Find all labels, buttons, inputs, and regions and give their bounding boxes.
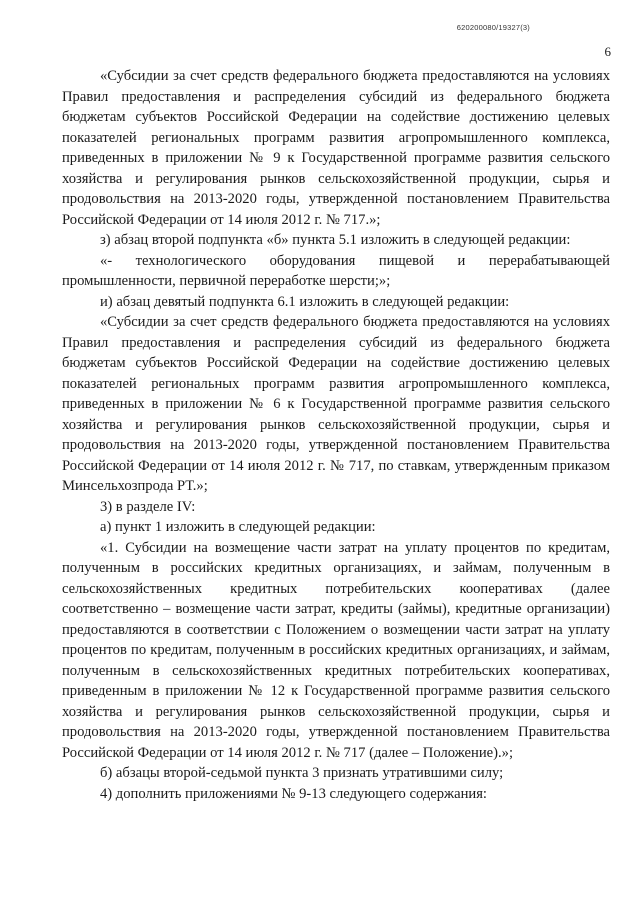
paragraph: б) абзацы второй-седьмой пункта 3 признать утратившими силу; (100, 765, 504, 781)
paragraph: 3) в разделе IV: (100, 498, 196, 515)
paragraph: «Субсидии за счет средств федерального бюджета предоставляются на условиях Правил предоставления и распределения субсидий из федерального бюджета бюджетам субъектов Российской Федерации на содействие достижению целевых показателей региональных программ развития агропромышленного комплекса, приведенных в приложении № 6 к Государственной программе развития сельского хозяйства и регулирования рынков сельскохозяйственной продукции, сырья и продовольствия на 2013-2020 годы, утвержденной постановлением Правительства Российской Федерации от 14 июля 2012 г. № 717, по ставкам, утвержденным приказом Минсельхозпрода РТ.»; (62, 314, 610, 494)
page-number: 6 (604, 44, 611, 59)
document-id: 620200080/19327(3) (456, 23, 530, 32)
paragraph: и) абзац девятый подпункта 6.1 изложить в следующей редакции: (100, 293, 510, 310)
document-body (62, 66, 610, 804)
paragraph: з) абзац второй подпункта «б» пункта 5.1 изложить в следующей редакции: (100, 232, 571, 248)
paragraph: «1. Субсидии на возмещение части затрат на уплату процентов по кредитам, полученным в российских кредитных организациях, и займам, полученным в сельскохозяйственных кредитных потребительских кооперативах (далее соответственно – возмещение части затрат, кредиты (займы), кредитные организации) предоставляются в соответствии с Положением о возмещении части затрат на уплату процентов по кредитам, полученным в российских кредитных организациях, и займам, полученным в сельскохозяйственных кредитных потребительских кооперативах, приведенным в приложении № 12 к Государственной программе развития сельского хозяйства и регулирования рынков сельскохозяйственной продукции, сырья и продовольствия на 2013-2020 годы, утвержденной постановлением Правительства Российской Федерации от 14 июля 2012 г. № 717 (далее – Положение).»; (62, 539, 610, 761)
paragraph: а) пункт 1 изложить в следующей редакции: (100, 519, 376, 535)
paragraph: 4) дополнить приложениями № 9-13 следующего содержания: (100, 785, 487, 802)
paragraph: «- технологического оборудования пищевой и перерабатывающей промышленности, первичной переработке шерсти;»; (62, 252, 610, 289)
paragraph: «Субсидии за счет средств федерального бюджета предоставляются на условиях Правил предоставления и распределения субсидий из федерального бюджета бюджетам субъектов Российской Федерации на содействие достижению целевых показателей региональных программ развития агропромышленного комплекса, приведенных в приложении № 9 к Государственной программе развития сельского хозяйства и регулирования рынков сельскохозяйственной продукции, сырья и продовольствия на 2013-2020 годы, утвержденной постановлением Правительства Российской Федерации от 14 июля 2012 г. № 717.»; (62, 68, 610, 228)
